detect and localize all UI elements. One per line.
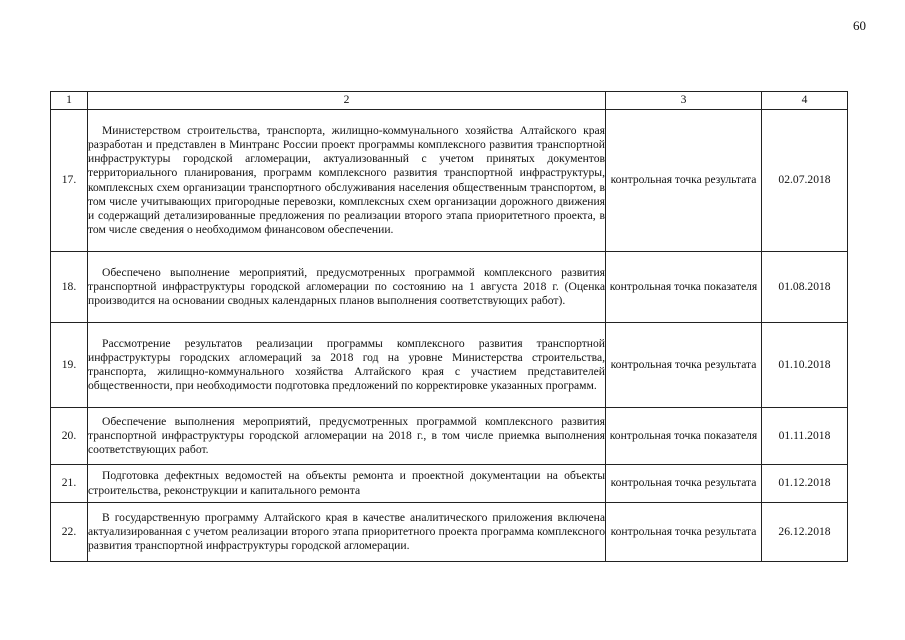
table-header-row (51, 92, 848, 110)
row-number: 21. (51, 465, 88, 503)
row-control-type: контрольная точка результата (606, 110, 762, 252)
row-description: Подготовка дефектных ведомостей на объекты ремонта и проектной документации на объекты строительства, реконструкции и капитального ремонта (88, 465, 606, 503)
page-number: 60 (853, 18, 866, 33)
row-control-type: контрольная точка показателя (606, 408, 762, 465)
column-header-4: 4 (762, 92, 848, 110)
row-date: 02.07.2018 (762, 110, 848, 252)
row-number: 22. (51, 503, 88, 562)
row-description: Министерством строительства, транспорта, жилищно-коммунального хозяйства Алтайского края разработан и представлен в Минтранс России проект программы комплексного развития транспортной инфраструктуры городской агломерации, актуализованный с учетом принятых документов территориального планирования, программ комплексного развития транспортной инфраструктуры, комплексных схем организации транспортного обслуживания населения общественным транспортом, в том числе учитывающих пригородные перевозки, комплексных схем организации дорожного движения и содержащий детализированные предложения по реализации второго этапа приоритетного проекта, в том числе сведения о необходимом финансовом обеспечении. (88, 110, 606, 252)
column-header-2: 2 (88, 92, 606, 110)
row-description: Обеспечено выполнение мероприятий, предусмотренных программой комплексного развития транспортной инфраструктуры городской агломерации по состоянию на 1 августа 2018 г. (Оценка производится на основании сводных календарных планов выполнения соответствующих работ). (88, 252, 606, 323)
row-date: 01.12.2018 (762, 465, 848, 503)
table-row (51, 465, 848, 503)
row-description: В государственную программу Алтайского края в качестве аналитического приложения включена актуализированная с учетом реализации второго этапа приоритетного проекта программа комплексного развития транспортной инфраструктуры городской агломерации. (88, 503, 606, 562)
table-row (51, 110, 848, 252)
column-header-1: 1 (51, 92, 88, 110)
row-description: Обеспечение выполнения мероприятий, предусмотренных программой комплексного развития транспортной инфраструктуры городской агломерации на 2018 г., в том числе приемка выполнения соответствующих работ. (88, 408, 606, 465)
row-control-type: контрольная точка показателя (606, 252, 762, 323)
row-number: 17. (51, 110, 88, 252)
row-control-type: контрольная точка результата (606, 465, 762, 503)
row-date: 26.12.2018 (762, 503, 848, 562)
table-row (51, 252, 848, 323)
row-number: 19. (51, 323, 88, 408)
row-number: 18. (51, 252, 88, 323)
column-header-3: 3 (606, 92, 762, 110)
table-row (51, 323, 848, 408)
row-description: Рассмотрение результатов реализации программы комплексного развития транспортной инфраструктуры городских агломераций за 2018 год на уровне Министерства строительства, транспорта, жилищно-коммунального хозяйства Алтайского края с участием представителей общественности, при необходимости подготовка предложений по корректировке указанных программ. (88, 323, 606, 408)
row-control-type: контрольная точка результата (606, 503, 762, 562)
row-date: 01.11.2018 (762, 408, 848, 465)
row-control-type: контрольная точка результата (606, 323, 762, 408)
table-row (51, 503, 848, 562)
row-date: 01.10.2018 (762, 323, 848, 408)
table-row (51, 408, 848, 465)
row-number: 20. (51, 408, 88, 465)
milestones-table (50, 91, 848, 562)
row-date: 01.08.2018 (762, 252, 848, 323)
